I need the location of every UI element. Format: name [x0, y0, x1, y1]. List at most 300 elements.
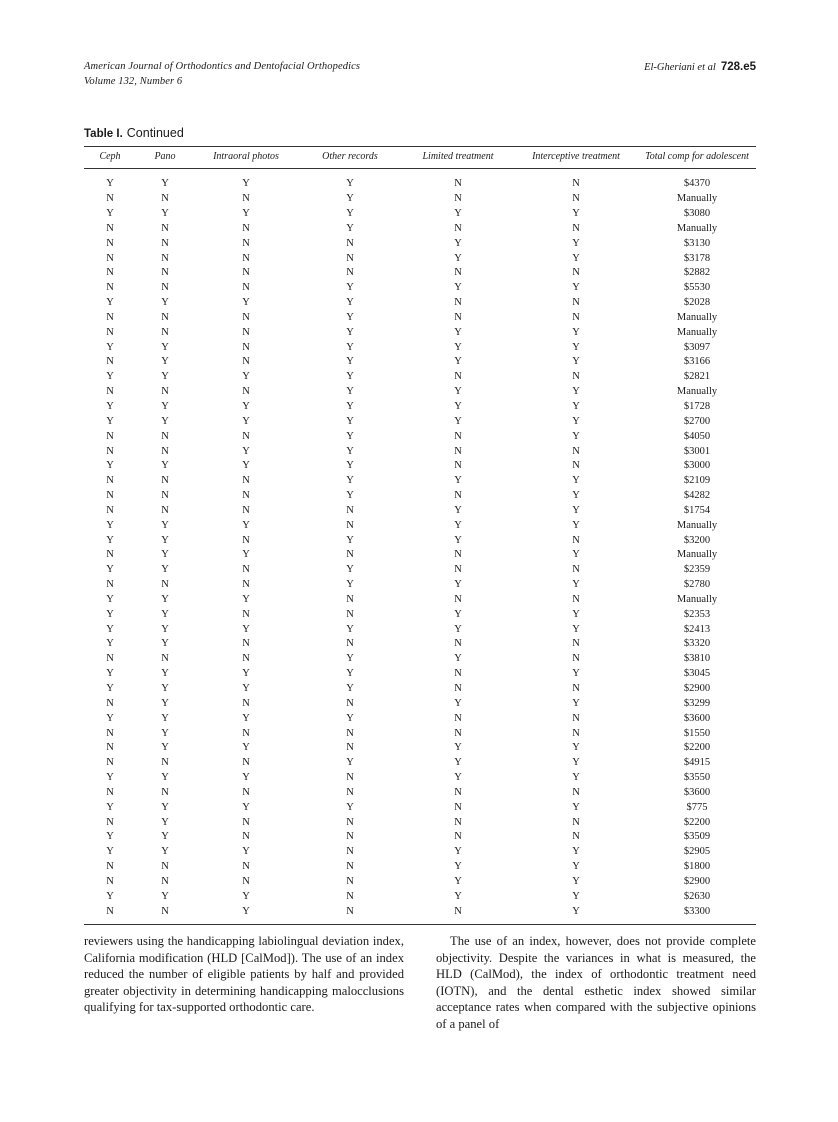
- table-cell: $2353: [683, 608, 711, 620]
- table-cell: Y: [242, 460, 250, 472]
- table-cell: N: [242, 564, 250, 576]
- table-cell: N: [572, 534, 580, 546]
- table-cell: Y: [454, 890, 462, 902]
- table-cell: Y: [106, 564, 114, 576]
- table-cell: N: [242, 356, 250, 368]
- table-cell: N: [346, 237, 354, 249]
- table-row: [84, 593, 756, 608]
- table-cell: N: [242, 861, 250, 873]
- table-cell: N: [106, 861, 114, 873]
- table-cell: $3810: [683, 653, 711, 665]
- table-cell: N: [106, 430, 114, 442]
- table-cell: N: [161, 237, 169, 249]
- table-cell: Y: [572, 400, 580, 412]
- table-cell: Manually: [676, 593, 718, 605]
- table-cell: Y: [242, 772, 250, 784]
- table-body: [84, 169, 756, 925]
- table-cell: Y: [572, 697, 580, 709]
- table-cell: N: [106, 282, 114, 294]
- table-cell: Y: [242, 905, 250, 917]
- table-cell: N: [106, 549, 114, 561]
- table-cell: Y: [106, 400, 114, 412]
- table-cell: Y: [161, 727, 169, 739]
- table-cell: Y: [454, 653, 462, 665]
- table-cell: N: [242, 786, 250, 798]
- table-row: [84, 370, 756, 385]
- table-cell: $2882: [683, 267, 711, 279]
- table-cell: N: [572, 727, 580, 739]
- table-cell: $3080: [683, 208, 711, 219]
- table-cell: N: [161, 861, 169, 873]
- table-cell: $2821: [683, 371, 711, 383]
- table-cell: $1754: [683, 504, 711, 516]
- table-cell: Y: [346, 475, 354, 487]
- table-cell: N: [161, 445, 169, 457]
- table-cell: N: [572, 297, 580, 309]
- table-cell: N: [242, 326, 250, 338]
- table-row: [84, 474, 756, 489]
- table-cell: N: [454, 668, 462, 680]
- table-cell: $2359: [683, 564, 711, 576]
- body-paragraph-left: reviewers using the handicapping labiolingual deviation index, California modification (HLD [CalMod]). The use of an index reduced the number of eligible patients by half and provided greater objectivity in determining handicapping malocclusions qualifying for tax-supported orthodontic care.: [84, 934, 404, 1015]
- table-cell: N: [242, 534, 250, 546]
- table-cell: N: [454, 831, 462, 843]
- table-cell: $3001: [683, 445, 711, 457]
- table-cell: Y: [454, 875, 462, 887]
- table-cell: N: [161, 475, 169, 487]
- table-cell: Y: [161, 519, 169, 531]
- table-cell: N: [242, 697, 250, 709]
- table-cell: Y: [572, 905, 580, 917]
- table-cell: $4050: [683, 430, 711, 442]
- table-row: [84, 429, 756, 444]
- table-caption-text: Continued: [126, 126, 184, 140]
- table-row: [84, 459, 756, 474]
- table-cell: Manually: [676, 549, 718, 561]
- table-cell: N: [106, 311, 114, 323]
- table-cell: Y: [161, 356, 169, 368]
- table-cell: Y: [454, 519, 462, 531]
- table-cell: Y: [572, 623, 580, 635]
- table-cell: Y: [346, 400, 354, 412]
- table-cell: N: [454, 193, 462, 205]
- table-cell: N: [346, 593, 354, 605]
- table-cell: Y: [454, 772, 462, 784]
- table-cell: $2905: [683, 846, 711, 858]
- table-row: [84, 904, 756, 924]
- table-cell: Y: [242, 712, 250, 724]
- table-cell: Y: [572, 519, 580, 531]
- table-cell: N: [346, 816, 354, 828]
- table-cell: Y: [572, 846, 580, 858]
- table-cell: N: [106, 326, 114, 338]
- table-cell: Y: [106, 772, 114, 784]
- table-cell: N: [161, 504, 169, 516]
- table-cell: N: [572, 222, 580, 234]
- table-cell: N: [242, 267, 250, 279]
- table-cell: N: [346, 727, 354, 739]
- table-cell: $775: [686, 801, 708, 813]
- table-cell: N: [106, 237, 114, 249]
- table-cell: Y: [454, 846, 462, 858]
- table-cell: N: [346, 772, 354, 784]
- table-cell: Y: [454, 326, 462, 338]
- table-cell: Y: [346, 564, 354, 576]
- column-header-intraoral-photos: Intraoral photos: [213, 151, 279, 162]
- table-cell: N: [346, 875, 354, 887]
- table-cell: N: [454, 683, 462, 694]
- table-cell: Y: [346, 356, 354, 368]
- table-cell: Y: [106, 208, 114, 219]
- table-cell: N: [572, 831, 580, 843]
- table-cell: Y: [346, 386, 354, 398]
- table-cell: N: [454, 267, 462, 279]
- table-row: [84, 637, 756, 652]
- table-cell: N: [242, 638, 250, 650]
- table-cell: $4915: [683, 757, 711, 769]
- table-row: [84, 533, 756, 548]
- table-cell: N: [454, 712, 462, 724]
- table-cell: N: [161, 579, 169, 591]
- column-header-other-records: Other records: [322, 151, 378, 162]
- table-row: [84, 860, 756, 875]
- table-row: [84, 682, 756, 697]
- table-cell: N: [346, 638, 354, 650]
- table-row: [84, 786, 756, 801]
- table-cell: Y: [242, 371, 250, 383]
- table-cell: N: [242, 831, 250, 843]
- table-cell: Y: [161, 208, 169, 219]
- table-cell: Y: [572, 757, 580, 769]
- table-cell: $4282: [683, 490, 711, 502]
- table-cell: N: [242, 237, 250, 249]
- table-cell: Y: [106, 683, 114, 694]
- table-cell: $2413: [683, 623, 711, 635]
- table-cell: Y: [161, 712, 169, 724]
- table-cell: N: [572, 267, 580, 279]
- table-cell: $2200: [683, 742, 711, 754]
- table-cell: $3600: [683, 786, 711, 798]
- table-cell: Y: [161, 564, 169, 576]
- table-cell: $1800: [683, 861, 711, 873]
- table-row: [84, 311, 756, 326]
- table-cell: Y: [242, 400, 250, 412]
- table-cell: Y: [346, 757, 354, 769]
- table-cell: Y: [161, 683, 169, 694]
- table-cell: Y: [106, 460, 114, 472]
- table-cell: N: [454, 297, 462, 309]
- table-cell: N: [454, 460, 462, 472]
- table-cell: $3320: [683, 638, 711, 650]
- table-caption: [84, 126, 184, 140]
- table-cell: Y: [454, 534, 462, 546]
- table-cell: Y: [242, 415, 250, 427]
- table-row: [84, 400, 756, 415]
- table-row: [84, 251, 756, 266]
- table-cell: N: [106, 252, 114, 264]
- table-cell: Y: [454, 208, 462, 219]
- table-cell: N: [106, 653, 114, 665]
- table-cell: N: [454, 638, 462, 650]
- table-cell: Y: [346, 668, 354, 680]
- table-cell: N: [242, 504, 250, 516]
- table-row: [84, 325, 756, 340]
- table-cell: N: [242, 653, 250, 665]
- table-cell: $2109: [683, 475, 711, 487]
- table-cell: Y: [454, 504, 462, 516]
- table-row: [84, 667, 756, 682]
- table-cell: Y: [572, 282, 580, 294]
- body-column-left: [84, 933, 404, 1033]
- table-cell: Y: [106, 297, 114, 309]
- journal-volume-issue: Volume 132, Number 6: [84, 75, 183, 87]
- table-cell: Y: [346, 430, 354, 442]
- table-cell: Y: [161, 801, 169, 813]
- table-cell: Y: [346, 534, 354, 546]
- table-cell: Y: [161, 623, 169, 635]
- table-row: [84, 607, 756, 622]
- table-cell: Y: [242, 297, 250, 309]
- table-row: [84, 756, 756, 771]
- table-cell: N: [161, 757, 169, 769]
- table-cell: Y: [572, 490, 580, 502]
- table-cell: Y: [242, 668, 250, 680]
- table-cell: N: [106, 222, 114, 234]
- table-cell: Manually: [676, 222, 718, 234]
- table-cell: Y: [106, 890, 114, 902]
- running-head-left: [84, 60, 360, 89]
- table-cell: Y: [572, 237, 580, 249]
- table-cell: Y: [572, 356, 580, 368]
- running-head-right: [644, 60, 756, 76]
- table-row: [84, 444, 756, 459]
- table-cell: N: [161, 326, 169, 338]
- table-cell: N: [242, 727, 250, 739]
- table-cell: Y: [106, 668, 114, 680]
- table-row: [84, 355, 756, 370]
- table-cell: Y: [346, 683, 354, 694]
- table-cell: Y: [346, 371, 354, 383]
- table-cell: $3178: [683, 252, 711, 264]
- table-row: [84, 771, 756, 786]
- table-cell: N: [242, 386, 250, 398]
- table-row: [84, 222, 756, 237]
- table-cell: N: [454, 905, 462, 917]
- table-row: [84, 296, 756, 311]
- table-cell: N: [572, 786, 580, 798]
- body-paragraph-right: The use of an index, however, does not provide complete objectivity. Despite the variances in what is measured, the HLD (CalMod), the index of orthodontic treatment need (IOTN), and the dental esthetic index showed similar acceptance rates when compared with the subjective opinions of a panel of: [436, 934, 756, 1031]
- table-cell: N: [454, 786, 462, 798]
- table-cell: Y: [454, 623, 462, 635]
- table-cell: Y: [572, 252, 580, 264]
- table-cell: N: [106, 193, 114, 205]
- table-row: [84, 815, 756, 830]
- table-cell: N: [572, 593, 580, 605]
- table-cell: Y: [242, 683, 250, 694]
- table-cell: N: [106, 905, 114, 917]
- table-cell: Y: [106, 341, 114, 353]
- table-row: [84, 169, 756, 192]
- table-cell: N: [572, 683, 580, 694]
- table-cell: N: [454, 490, 462, 502]
- table-cell: N: [454, 371, 462, 383]
- table-cell: Y: [572, 386, 580, 398]
- table-cell: Y: [242, 623, 250, 635]
- table-cell: Y: [454, 386, 462, 398]
- table-cell: Y: [346, 282, 354, 294]
- table-cell: Y: [572, 742, 580, 754]
- table-row: [84, 652, 756, 667]
- table-cell: N: [106, 816, 114, 828]
- table-cell: Y: [454, 415, 462, 427]
- table-cell: $3097: [683, 341, 711, 353]
- table-cell: N: [161, 490, 169, 502]
- table-cell: $2630: [683, 890, 711, 902]
- table-cell: N: [346, 890, 354, 902]
- table-cell: N: [161, 252, 169, 264]
- table-cell: Y: [161, 772, 169, 784]
- table-cell: N: [572, 653, 580, 665]
- table-cell: Y: [106, 846, 114, 858]
- table-row: [84, 563, 756, 578]
- table-cell: N: [454, 801, 462, 813]
- table-row: [84, 489, 756, 504]
- table-cell: Y: [106, 178, 114, 190]
- table-cell: Y: [572, 801, 580, 813]
- table-cell: Y: [106, 519, 114, 531]
- table-row: [84, 340, 756, 355]
- table-cell: Y: [572, 668, 580, 680]
- running-head: [84, 60, 756, 89]
- table-cell: Y: [346, 208, 354, 219]
- table-cell: Y: [572, 430, 580, 442]
- table-cell: N: [106, 742, 114, 754]
- table-cell: Y: [346, 311, 354, 323]
- table-row: [84, 548, 756, 563]
- table-cell: Y: [346, 326, 354, 338]
- table-cell: N: [242, 282, 250, 294]
- table-cell: $3200: [683, 534, 711, 546]
- table-row: [84, 236, 756, 251]
- table-cell: N: [106, 475, 114, 487]
- table-cell: Manually: [676, 193, 718, 205]
- table-cell: Manually: [676, 519, 718, 531]
- table-cell: Y: [242, 890, 250, 902]
- table-cell: Y: [161, 415, 169, 427]
- table-cell: N: [242, 579, 250, 591]
- table-cell: Y: [242, 593, 250, 605]
- table-cell: Y: [572, 890, 580, 902]
- table-cell: N: [106, 445, 114, 457]
- table-row: [84, 207, 756, 222]
- table-cell: N: [346, 504, 354, 516]
- table-cell: N: [242, 222, 250, 234]
- table-cell: Y: [161, 549, 169, 561]
- table-cell: Y: [106, 608, 114, 620]
- table-cell: Y: [161, 178, 169, 190]
- table-cell: N: [454, 816, 462, 828]
- table-cell: N: [161, 267, 169, 279]
- table-row: [84, 875, 756, 890]
- table-cell: $4370: [683, 178, 711, 190]
- article-authors: El-Gheriani et al: [644, 62, 716, 73]
- table-cell: Y: [242, 549, 250, 561]
- column-header-limited-treatment: Limited treatment: [422, 151, 494, 162]
- table-cell: N: [106, 386, 114, 398]
- table-cell: Y: [346, 490, 354, 502]
- table-cell: Y: [106, 623, 114, 635]
- table-cell: N: [106, 504, 114, 516]
- table-row: [84, 578, 756, 593]
- table-row: [84, 518, 756, 533]
- table-cell: N: [454, 178, 462, 190]
- table-cell: Y: [572, 861, 580, 873]
- table-cell: N: [572, 638, 580, 650]
- table-cell: Y: [346, 623, 354, 635]
- table-cell: Y: [346, 653, 354, 665]
- table-cell: Y: [161, 668, 169, 680]
- table-cell: Y: [346, 178, 354, 190]
- table-cell: Y: [454, 282, 462, 294]
- table-cell: Y: [242, 742, 250, 754]
- table-cell: N: [454, 222, 462, 234]
- table-cell: Y: [572, 504, 580, 516]
- table-cell: Y: [572, 549, 580, 561]
- table-cell: N: [454, 549, 462, 561]
- table-cell: N: [106, 356, 114, 368]
- table-row: [84, 741, 756, 756]
- table-cell: Y: [161, 638, 169, 650]
- table-cell: Y: [161, 297, 169, 309]
- table-cell: Y: [346, 460, 354, 472]
- table-cell: N: [454, 311, 462, 323]
- table-cell: Y: [572, 326, 580, 338]
- table-cell: Y: [242, 801, 250, 813]
- table-cell: Y: [572, 772, 580, 784]
- records-table: [84, 146, 756, 925]
- table-cell: N: [242, 490, 250, 502]
- table-row: [84, 504, 756, 519]
- table-cell: Y: [346, 712, 354, 724]
- table-cell: $3000: [683, 460, 711, 472]
- column-header-ceph: Ceph: [99, 151, 121, 162]
- table-cell: Y: [454, 475, 462, 487]
- table-cell: Y: [106, 371, 114, 383]
- table-cell: N: [346, 786, 354, 798]
- table-row: [84, 697, 756, 712]
- table-cell: N: [346, 519, 354, 531]
- table-cell: $2780: [683, 579, 711, 591]
- table-cell: N: [161, 386, 169, 398]
- table-cell: N: [346, 831, 354, 843]
- table-cell: N: [161, 193, 169, 205]
- table-cell: $5530: [683, 282, 711, 294]
- table-cell: Y: [161, 371, 169, 383]
- table-cell: N: [346, 905, 354, 917]
- table-cell: Y: [161, 816, 169, 828]
- table-cell: N: [346, 846, 354, 858]
- table-cell: $3550: [683, 772, 711, 784]
- table-cell: Y: [242, 208, 250, 219]
- table-row: [84, 385, 756, 400]
- table-cell: Y: [454, 757, 462, 769]
- table-row: [84, 711, 756, 726]
- table-cell: N: [572, 178, 580, 190]
- table-cell: N: [106, 786, 114, 798]
- table-cell: N: [106, 697, 114, 709]
- table-cell: N: [346, 861, 354, 873]
- table-cell: Y: [106, 415, 114, 427]
